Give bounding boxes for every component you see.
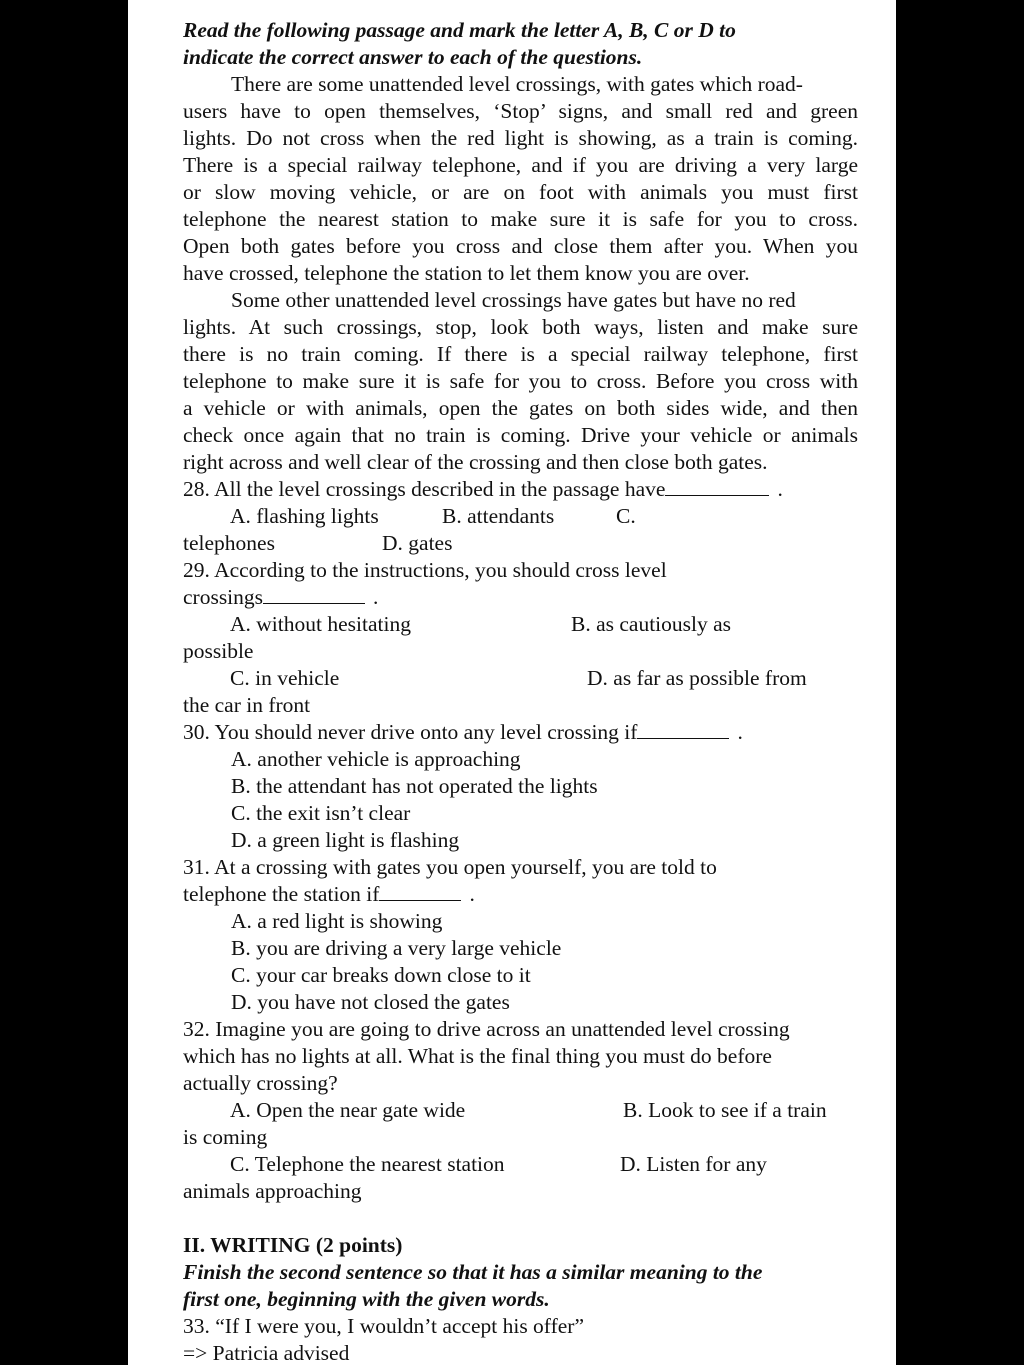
question-30-end: . <box>737 720 743 744</box>
q29-option-b: B. as cautiously as <box>571 612 732 636</box>
q32-option-c: C. Telephone the nearest station <box>230 1152 505 1176</box>
q31-option-d: D. you have not closed the gates <box>231 990 510 1014</box>
q28-option-d: D. gates <box>382 531 453 555</box>
q30-option-a: A. another vehicle is approaching <box>231 747 521 771</box>
passage-p2-line-2: lights. At such crossings, stop, look both ways, listen and make sure <box>183 315 858 339</box>
question-32-stem-1: 32. Imagine you are going to drive across an unattended level crossing <box>183 1017 790 1041</box>
question-29-stem-1: 29. According to the instructions, you should cross level <box>183 558 667 582</box>
writing-instruction-2: first one, beginning with the given words. <box>183 1287 550 1311</box>
question-29-options-cd <box>183 665 858 692</box>
question-32-options-cd <box>183 1151 858 1178</box>
document-page <box>128 0 896 1365</box>
q29-option-c: C. in vehicle <box>230 666 340 690</box>
passage-p1-line-4: There is a special railway telephone, and if you are driving a very large <box>183 153 858 177</box>
question-32-stem-3: actually crossing? <box>183 1071 338 1095</box>
q30-option-d: D. a green light is flashing <box>231 828 460 852</box>
question-33-answer-prompt: => Patricia advised <box>183 1341 350 1365</box>
question-31-stem-2 <box>183 881 858 908</box>
passage-p1-line-5: or slow moving vehicle, or are on foot with animals you must first <box>183 180 858 204</box>
question-32-stem-2: which has no lights at all. What is the final thing you must do before <box>183 1044 772 1068</box>
question-28-text: 28. All the level crossings described in the passage have <box>183 477 666 501</box>
passage-p2-line-1: Some other unattended level crossings have gates but have no red <box>231 288 796 312</box>
question-29-options-ab <box>183 611 858 638</box>
instruction-line-1: Read the following passage and mark the letter A, B, C or D to <box>183 18 736 42</box>
q31-option-a: A. a red light is showing <box>231 909 443 933</box>
q32-option-a: A. Open the near gate wide <box>230 1098 466 1122</box>
q28-option-b: B. attendants <box>442 504 555 528</box>
passage-p1-line-1: There are some unattended level crossings, with gates which road- <box>231 72 803 96</box>
page-content <box>183 17 858 1365</box>
question-29-end: . <box>373 585 379 609</box>
question-31-text: telephone the station if <box>183 882 380 906</box>
question-28-options-cont <box>183 530 858 557</box>
passage-p2-line-7: right across and well clear of the crossing and then close both gates. <box>183 450 768 474</box>
q30-option-b: B. the attendant has not operated the lights <box>231 774 598 798</box>
question-28-stem <box>183 476 858 503</box>
q32-option-d: D. Listen for any <box>620 1152 767 1176</box>
question-31-end: . <box>469 882 475 906</box>
writing-heading: II. WRITING (2 points) <box>183 1233 403 1257</box>
question-30-stem <box>183 719 858 746</box>
answer-blank-31 <box>379 881 461 901</box>
writing-instruction-1: Finish the second sentence so that it has a similar meaning to the <box>183 1260 763 1284</box>
passage-p2-line-4: telephone to make sure it is safe for you to cross. Before you cross with <box>183 369 858 393</box>
question-29-stem-2 <box>183 584 858 611</box>
instruction-line-2: indicate the correct answer to each of the questions. <box>183 45 643 69</box>
passage-p1-line-6: telephone the nearest station to make sure it is safe for you to cross. <box>183 207 858 231</box>
q28-option-c: C. <box>616 504 636 528</box>
question-28-options <box>183 503 858 530</box>
passage-p1-line-7: Open both gates before you cross and close them after you. When you <box>183 234 858 258</box>
q29-option-a: A. without hesitating <box>230 612 411 636</box>
question-30-text: 30. You should never drive onto any level crossing if <box>183 720 638 744</box>
q29-option-b-cont: possible <box>183 639 254 663</box>
answer-blank-28 <box>665 476 769 496</box>
question-29-text: crossings <box>183 585 264 609</box>
passage-p1-line-2: users have to open themselves, ‘Stop’ signs, and small red and green <box>183 99 858 123</box>
q29-option-d: D. as far as possible from <box>587 666 807 690</box>
question-32-options-ab <box>183 1097 858 1124</box>
question-33: 33. “If I were you, I wouldn’t accept his offer” <box>183 1314 584 1338</box>
q31-option-b: B. you are driving a very large vehicle <box>231 936 562 960</box>
q32-option-d-cont: animals approaching <box>183 1179 362 1203</box>
q32-option-b: B. Look to see if a train <box>623 1098 827 1122</box>
passage-p2-line-3: there is no train coming. If there is a special railway telephone, first <box>183 342 858 366</box>
q28-option-c-cont: telephones <box>183 531 275 555</box>
answer-blank-30 <box>637 719 729 739</box>
question-31-stem-1: 31. At a crossing with gates you open yourself, you are told to <box>183 855 717 879</box>
passage-p2-line-6: check once again that no train is coming. Drive your vehicle or animals <box>183 423 858 447</box>
passage-p1-line-8: have crossed, telephone the station to let them know you are over. <box>183 261 750 285</box>
passage-p1-line-3: lights. Do not cross when the red light is showing, as a train is coming. <box>183 126 858 150</box>
q31-option-c: C. your car breaks down close to it <box>231 963 531 987</box>
answer-blank-29 <box>263 584 365 604</box>
question-28-end: . <box>777 477 783 501</box>
q28-option-a: A. flashing lights <box>230 504 379 528</box>
q32-option-b-cont: is coming <box>183 1125 268 1149</box>
q29-option-d-cont: the car in front <box>183 693 311 717</box>
passage-p2-line-5: a vehicle or with animals, open the gates on both sides wide, and then <box>183 396 858 420</box>
section-spacer <box>183 1205 858 1232</box>
q30-option-c: C. the exit isn’t clear <box>231 801 411 825</box>
